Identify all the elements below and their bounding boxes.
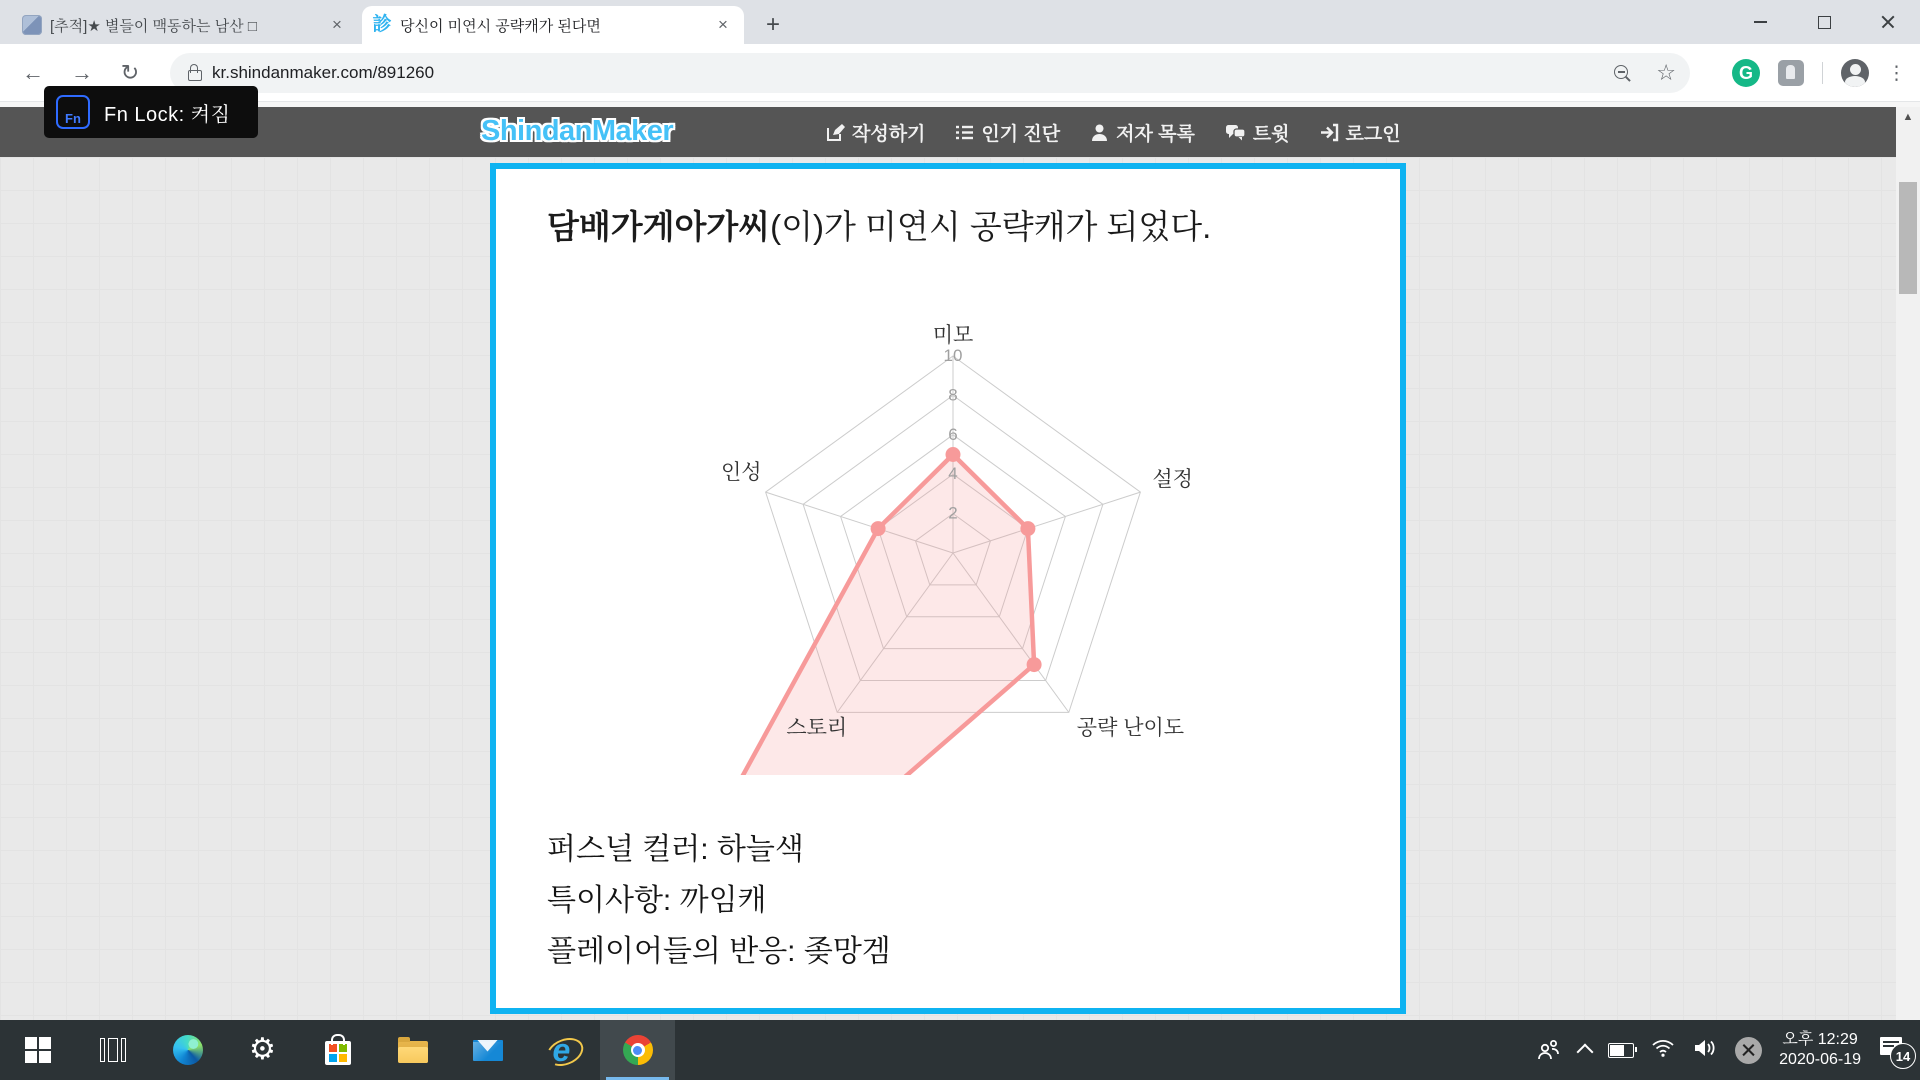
nav-tweet[interactable]: 트윗 [1225,119,1290,146]
edge-button[interactable] [150,1020,225,1080]
divider [1822,62,1823,84]
mute-x-icon[interactable] [1735,1037,1762,1064]
tweet-bubbles-icon [1225,123,1246,142]
settings-button[interactable] [225,1020,300,1080]
tab-active[interactable] [362,6,744,44]
windows-logo-icon [25,1037,51,1063]
window-close-button[interactable] [1856,0,1920,44]
compose-icon [826,123,845,142]
start-button[interactable] [0,1020,75,1080]
svg-text:공략 난이도: 공략 난이도 [1076,716,1185,740]
scrollbar-thumb[interactable] [1899,182,1917,294]
people-icon[interactable] [1536,1038,1562,1062]
chrome-icon [623,1035,653,1065]
maximize-icon [1818,16,1831,29]
tray-date: 2020-06-19 [1779,1051,1861,1068]
window-controls [1728,0,1920,44]
task-view-icon [100,1038,126,1062]
tray-chevron-icon[interactable] [1577,1044,1594,1061]
tray-time: 오후 12:29 [1782,1031,1858,1048]
login-arrow-icon [1320,123,1339,142]
list-icon [955,123,974,142]
detail-line: 퍼스널 컬러: 하늘색 [547,833,804,866]
nav-popular[interactable]: 인기 진단 [955,119,1060,146]
result-details [547,824,891,977]
fn-key-icon: Fn [56,95,90,129]
extension-icon[interactable] [1778,60,1804,86]
site-header [0,107,1896,157]
result-card [490,163,1406,1014]
person-icon [1090,123,1109,142]
internet-explorer-button[interactable] [525,1020,600,1080]
profile-avatar[interactable] [1841,59,1869,87]
notification-badge: 14 [1890,1043,1916,1069]
forward-button[interactable]: → [71,60,93,85]
tab1-close-icon[interactable]: × [332,15,342,34]
nav-create[interactable]: 작성하기 [826,119,925,146]
file-explorer-button[interactable] [375,1020,450,1080]
edge-icon [173,1035,203,1065]
svg-text:설정: 설정 [1152,468,1193,492]
tab-inactive[interactable] [12,6,358,44]
battery-icon[interactable] [1608,1043,1634,1058]
scroll-up-arrow-icon[interactable]: ▲ [1902,111,1914,123]
tab2-close-icon[interactable]: × [718,15,728,34]
svg-text:4: 4 [948,464,958,484]
nav-authors[interactable]: 저자 목록 [1090,119,1195,146]
grammarly-extension-icon[interactable]: G [1732,59,1760,87]
close-icon [1881,15,1895,29]
zoom-out-icon[interactable] [1614,65,1630,81]
svg-text:6: 6 [948,424,958,444]
taskbar-apps [0,1020,675,1080]
address-bar[interactable] [170,53,1690,93]
svg-text:8: 8 [948,385,958,405]
internet-explorer-icon: e [548,1035,578,1065]
gear-icon: ⚙ [249,1033,276,1066]
volume-icon[interactable] [1692,1037,1718,1064]
tab2-favicon-icon: 診 [372,14,392,35]
page-scrollbar[interactable] [1896,107,1920,1020]
detail-line: 특이사항: 까임캐 [547,884,767,917]
system-tray [1536,1020,1912,1080]
bookmark-star-icon[interactable]: ☆ [1656,60,1676,85]
browser-tab-strip [0,0,1920,44]
svg-text:스토리: 스토리 [786,716,848,740]
taskbar [0,1020,1920,1080]
back-button[interactable]: ← [22,60,44,85]
wifi-icon[interactable] [1651,1038,1675,1063]
extensions-area [1732,53,1912,93]
store-button[interactable] [300,1020,375,1080]
result-name: 담배가게아가씨 [547,208,771,245]
new-tab-button[interactable]: + [765,11,780,38]
fn-lock-overlay [44,86,258,138]
svg-text:인성: 인성 [721,461,762,485]
tab1-title: [추적]★ 별들이 맥동하는 남산 □ [50,17,257,35]
tab1-favicon-icon [22,15,42,35]
store-icon [325,1041,351,1065]
mail-icon [473,1040,503,1061]
mail-button[interactable] [450,1020,525,1080]
task-view-button[interactable] [75,1020,150,1080]
window-maximize-button[interactable] [1792,0,1856,44]
chrome-menu-icon[interactable]: ⋮ [1887,62,1906,84]
window-minimize-button[interactable] [1728,0,1792,44]
chrome-button[interactable] [600,1020,675,1080]
detail-line: 플레이어들의 반응: 좆망겜 [547,935,891,968]
result-title: 담배가게아가씨(이)가 미연시 공략캐가 되었다. [547,208,1212,245]
fn-lock-label: Fn Lock: 켜짐 [104,103,231,126]
minimize-icon [1754,21,1767,23]
shindanmaker-logo[interactable]: ShindanMaker [481,115,674,147]
action-center-button[interactable] [1878,1035,1912,1065]
radar-chart [550,303,1310,775]
ssl-lock-icon[interactable] [188,70,202,81]
svg-text:미모: 미모 [932,324,974,347]
nav-login[interactable]: 로그인 [1320,119,1401,146]
svg-text:10: 10 [943,346,963,365]
tab2-title: 당신이 미연시 공략캐가 된다면 [400,17,601,35]
folder-icon [398,1041,428,1063]
taskbar-clock[interactable] [1779,1030,1861,1070]
svg-text:2: 2 [948,503,958,523]
url-text[interactable]: kr.shindanmaker.com/891260 [212,63,435,82]
browser-toolbar [0,44,1920,101]
site-nav [826,107,1401,157]
reload-button[interactable]: ↻ [120,60,140,85]
